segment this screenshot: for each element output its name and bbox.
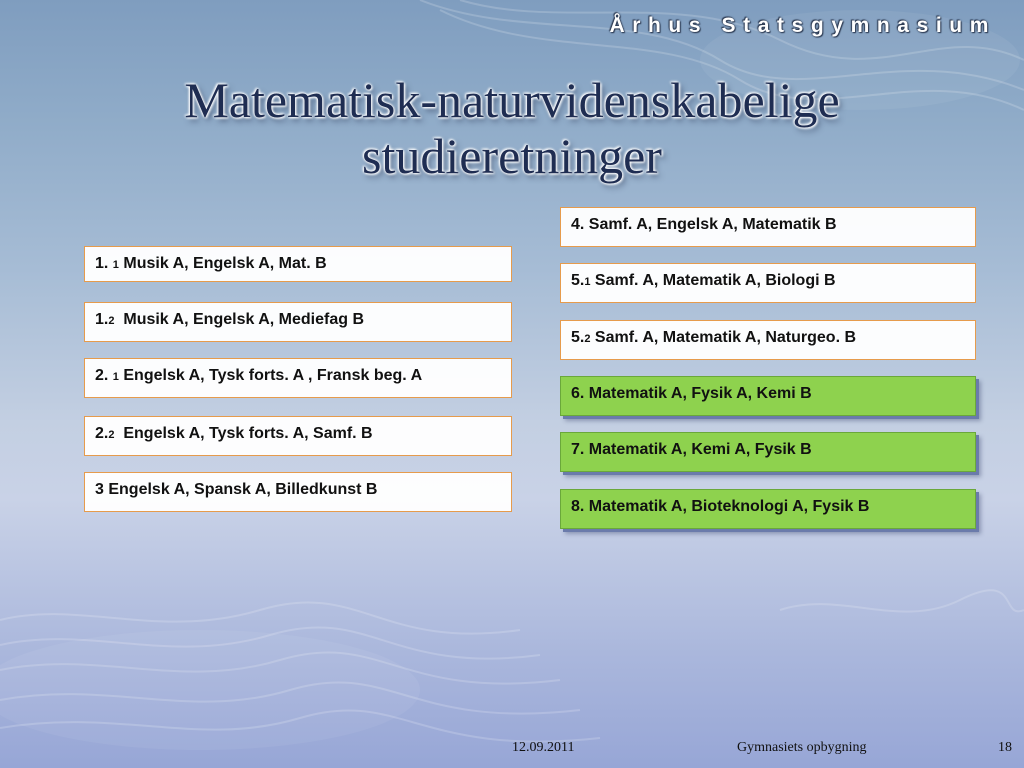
- footer-date: 12.09.2011: [512, 740, 575, 755]
- study-line-box: [560, 207, 976, 247]
- study-line-subjects: Samf. A, Matematik A, Biologi B: [594, 272, 836, 289]
- study-line-number: 2.: [95, 425, 109, 442]
- study-line-number: 2.: [95, 367, 109, 384]
- study-line-number: 1.: [95, 311, 109, 328]
- study-line-subjects: Samf. A, Matematik A, Naturgeo. B: [594, 329, 857, 346]
- study-line-number: 7.: [571, 441, 585, 458]
- study-line-box: [560, 320, 976, 360]
- study-line-number: 8.: [571, 498, 585, 515]
- study-line-subjects: Matematik A, Fysik A, Kemi B: [588, 385, 812, 402]
- study-line-box: [84, 302, 512, 342]
- title-line-2: studieretninger: [362, 128, 662, 184]
- study-line-box: [84, 472, 512, 512]
- slide-title: [0, 72, 1024, 184]
- study-line-subjects: Matematik A, Bioteknologi A, Fysik B: [588, 498, 870, 515]
- footer-title: Gymnasiets opbygning: [737, 740, 867, 755]
- study-line-subjects: Engelsk A, Tysk forts. A , Fransk beg. A: [123, 367, 423, 384]
- study-line-subjects: Engelsk A, Tysk forts. A, Samf. B: [123, 425, 373, 442]
- study-line-subnumber: 2: [108, 429, 115, 441]
- study-line-subnumber: 1: [112, 259, 119, 271]
- study-line-subjects: Samf. A, Engelsk A, Matematik B: [588, 216, 837, 233]
- study-line-subnumber: 2: [108, 315, 115, 327]
- study-line-number: 6.: [571, 385, 585, 402]
- title-line-1: Matematisk-naturvidenskabelige: [184, 72, 840, 128]
- footer-page-number: 18: [998, 740, 1012, 755]
- study-line-subnumber: 2: [584, 333, 591, 345]
- study-line-subjects: Musik A, Engelsk A, Mat. B: [123, 255, 327, 272]
- study-line-subjects: Matematik A, Kemi A, Fysik B: [588, 441, 812, 458]
- study-line-box: [84, 416, 512, 456]
- study-line-number: 4.: [571, 216, 585, 233]
- study-line-box-highlighted: [560, 432, 976, 472]
- study-line-number: 5.: [571, 272, 585, 289]
- study-line-subnumber: 1: [112, 371, 119, 383]
- study-line-subnumber: 1: [584, 276, 591, 288]
- study-line-subjects: Engelsk A, Spansk A, Billedkunst B: [108, 481, 378, 498]
- study-line-box-highlighted: [560, 489, 976, 529]
- study-line-box: [84, 246, 512, 282]
- school-name: Århus Statsgymnasium: [609, 14, 996, 37]
- study-line-subjects: Musik A, Engelsk A, Mediefag B: [123, 311, 364, 328]
- study-line-box: [84, 358, 512, 398]
- study-line-number: 3: [95, 481, 104, 498]
- study-line-box-highlighted: [560, 376, 976, 416]
- study-line-number: 5.: [571, 329, 585, 346]
- study-line-number: 1.: [95, 255, 109, 272]
- study-line-box: [560, 263, 976, 303]
